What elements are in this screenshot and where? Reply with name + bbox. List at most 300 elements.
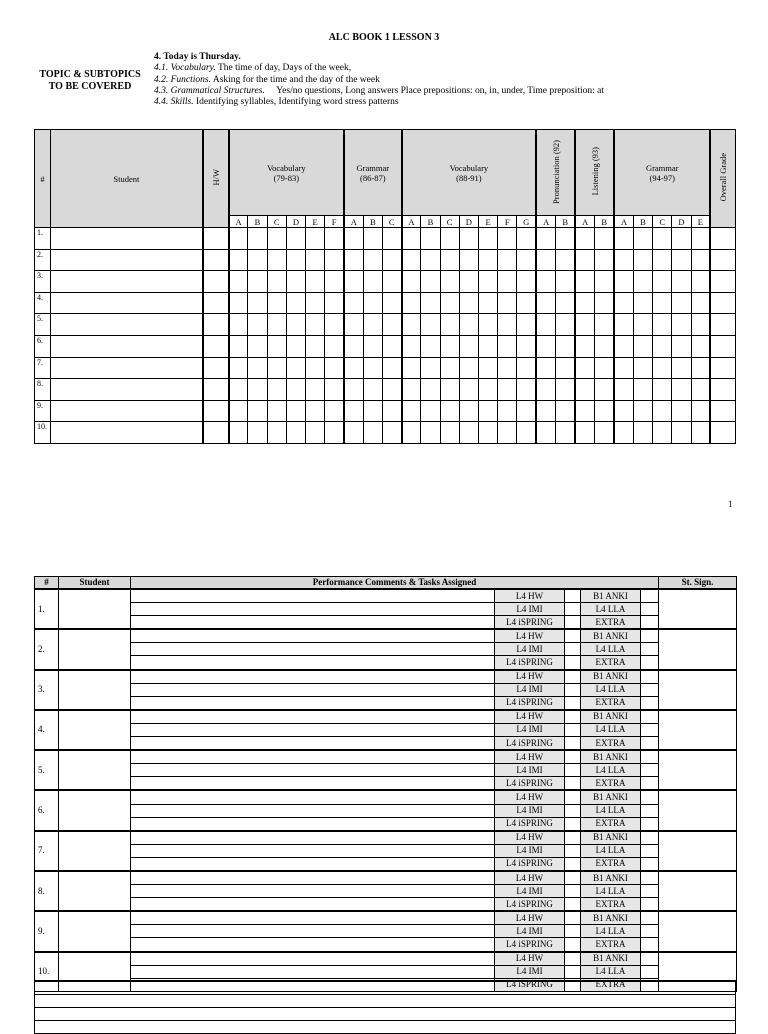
grade-cell[interactable] (691, 228, 710, 250)
grade-cell[interactable] (614, 357, 633, 379)
task-check-cell[interactable] (641, 764, 659, 777)
grade-cell[interactable] (653, 249, 672, 271)
task-check-cell[interactable] (565, 790, 581, 804)
grade-cell[interactable] (614, 228, 633, 250)
student-sign-cell[interactable] (659, 589, 737, 629)
grade-cell[interactable] (614, 335, 633, 357)
grade-cell[interactable] (672, 271, 691, 293)
grade-cell[interactable] (614, 400, 633, 422)
task-check-cell[interactable] (641, 656, 659, 670)
student-sign-cell[interactable] (659, 750, 737, 790)
task-check-cell[interactable] (641, 817, 659, 831)
grade-cell[interactable] (248, 228, 267, 250)
grade-cell[interactable] (614, 292, 633, 314)
grade-cell[interactable] (229, 292, 248, 314)
grade-cell[interactable] (517, 314, 536, 336)
grade-cell[interactable] (382, 335, 401, 357)
grade-cell[interactable] (691, 271, 710, 293)
grade-cell[interactable] (575, 271, 595, 293)
grade-cell[interactable] (478, 228, 497, 250)
notes-line[interactable] (34, 1008, 736, 1021)
task-check-cell[interactable] (641, 723, 659, 736)
task-check-cell[interactable] (565, 777, 581, 791)
task-check-cell[interactable] (641, 831, 659, 845)
comment-line[interactable] (131, 790, 495, 804)
grade-cell[interactable] (556, 314, 576, 336)
grade-cell[interactable] (595, 400, 615, 422)
grade-cell[interactable] (440, 314, 459, 336)
comment-line[interactable] (131, 938, 495, 952)
grade-cell[interactable] (402, 357, 421, 379)
perf-student-cell[interactable] (59, 911, 131, 951)
grade-cell[interactable] (325, 335, 344, 357)
grade-cell[interactable] (633, 228, 652, 250)
grade-cell[interactable] (306, 228, 325, 250)
grade-cell[interactable] (248, 292, 267, 314)
task-check-cell[interactable] (641, 670, 659, 684)
grade-cell[interactable] (267, 422, 286, 444)
grade-cell[interactable] (440, 228, 459, 250)
grade-cell[interactable] (478, 271, 497, 293)
grade-cell[interactable] (517, 292, 536, 314)
grade-cell[interactable] (498, 379, 517, 401)
task-check-cell[interactable] (641, 804, 659, 817)
grade-cell[interactable] (402, 422, 421, 444)
grade-cell[interactable] (498, 400, 517, 422)
grade-cell[interactable] (306, 335, 325, 357)
grade-cell[interactable] (440, 249, 459, 271)
grade-cell[interactable] (556, 335, 576, 357)
overall-grade-cell[interactable] (710, 357, 735, 379)
grade-cell[interactable] (691, 335, 710, 357)
perf-student-cell[interactable] (59, 670, 131, 710)
grade-cell[interactable] (229, 400, 248, 422)
grade-cell[interactable] (672, 314, 691, 336)
grade-cell[interactable] (498, 335, 517, 357)
grade-cell[interactable] (267, 379, 286, 401)
task-check-cell[interactable] (641, 790, 659, 804)
grade-cell[interactable] (556, 379, 576, 401)
grade-cell[interactable] (402, 314, 421, 336)
grade-cell[interactable] (672, 292, 691, 314)
grade-cell[interactable] (286, 357, 305, 379)
comment-line[interactable] (131, 885, 495, 898)
grade-cell[interactable] (344, 271, 363, 293)
task-check-cell[interactable] (641, 952, 659, 966)
grade-cell[interactable] (595, 357, 615, 379)
grade-cell[interactable] (498, 249, 517, 271)
grade-cell[interactable] (517, 379, 536, 401)
task-check-cell[interactable] (565, 643, 581, 656)
grade-cell[interactable] (382, 314, 401, 336)
grade-cell[interactable] (229, 314, 248, 336)
grade-cell[interactable] (691, 314, 710, 336)
grade-cell[interactable] (459, 292, 478, 314)
grade-cell[interactable] (363, 335, 382, 357)
grade-cell[interactable] (421, 271, 440, 293)
grade-cell[interactable] (672, 357, 691, 379)
grade-cell[interactable] (595, 228, 615, 250)
grade-cell[interactable] (363, 400, 382, 422)
grade-cell[interactable] (421, 292, 440, 314)
student-sign-cell[interactable] (659, 710, 737, 750)
grade-cell[interactable] (421, 228, 440, 250)
overall-grade-cell[interactable] (710, 228, 735, 250)
comment-line[interactable] (131, 750, 495, 764)
grade-cell[interactable] (633, 292, 652, 314)
task-check-cell[interactable] (641, 629, 659, 643)
grade-cell[interactable] (421, 335, 440, 357)
grade-cell[interactable] (267, 400, 286, 422)
task-check-cell[interactable] (565, 871, 581, 885)
comment-line[interactable] (131, 965, 495, 978)
grade-cell[interactable] (286, 228, 305, 250)
task-check-cell[interactable] (565, 629, 581, 643)
grade-cell[interactable] (653, 400, 672, 422)
grade-cell[interactable] (248, 422, 267, 444)
grade-cell[interactable] (653, 271, 672, 293)
grade-cell[interactable] (459, 249, 478, 271)
grade-cell[interactable] (633, 314, 652, 336)
overall-grade-cell[interactable] (710, 422, 735, 444)
grade-cell[interactable] (382, 400, 401, 422)
grade-cell[interactable] (536, 228, 556, 250)
student-name-cell[interactable] (51, 335, 203, 357)
hw-cell[interactable] (203, 422, 229, 444)
grade-cell[interactable] (267, 228, 286, 250)
grade-cell[interactable] (267, 357, 286, 379)
task-check-cell[interactable] (641, 643, 659, 656)
task-check-cell[interactable] (565, 723, 581, 736)
grade-cell[interactable] (498, 422, 517, 444)
grade-cell[interactable] (459, 335, 478, 357)
comment-line[interactable] (131, 925, 495, 938)
grade-cell[interactable] (672, 379, 691, 401)
task-check-cell[interactable] (565, 737, 581, 751)
grade-cell[interactable] (363, 292, 382, 314)
grade-cell[interactable] (248, 379, 267, 401)
grade-cell[interactable] (440, 271, 459, 293)
task-check-cell[interactable] (641, 616, 659, 630)
grade-cell[interactable] (595, 314, 615, 336)
grade-cell[interactable] (478, 422, 497, 444)
grade-cell[interactable] (691, 422, 710, 444)
hw-cell[interactable] (203, 335, 229, 357)
grade-cell[interactable] (498, 357, 517, 379)
student-sign-cell[interactable] (659, 629, 737, 669)
comment-line[interactable] (131, 831, 495, 845)
grade-cell[interactable] (325, 292, 344, 314)
comment-line[interactable] (131, 603, 495, 616)
grade-cell[interactable] (421, 249, 440, 271)
grade-cell[interactable] (517, 422, 536, 444)
grade-cell[interactable] (382, 422, 401, 444)
grade-cell[interactable] (672, 228, 691, 250)
grade-cell[interactable] (614, 422, 633, 444)
grade-cell[interactable] (536, 314, 556, 336)
grade-cell[interactable] (517, 400, 536, 422)
task-check-cell[interactable] (565, 965, 581, 978)
grade-cell[interactable] (459, 271, 478, 293)
task-check-cell[interactable] (641, 696, 659, 710)
grade-cell[interactable] (325, 422, 344, 444)
grade-cell[interactable] (672, 249, 691, 271)
grade-cell[interactable] (653, 357, 672, 379)
grade-cell[interactable] (344, 400, 363, 422)
student-name-cell[interactable] (51, 249, 203, 271)
grade-cell[interactable] (267, 335, 286, 357)
grade-cell[interactable] (286, 335, 305, 357)
grade-cell[interactable] (672, 400, 691, 422)
grade-cell[interactable] (421, 379, 440, 401)
grade-cell[interactable] (267, 271, 286, 293)
task-check-cell[interactable] (565, 804, 581, 817)
grade-cell[interactable] (556, 249, 576, 271)
task-check-cell[interactable] (565, 656, 581, 670)
task-check-cell[interactable] (641, 911, 659, 925)
grade-cell[interactable] (595, 271, 615, 293)
task-check-cell[interactable] (641, 965, 659, 978)
grade-cell[interactable] (633, 357, 652, 379)
student-name-cell[interactable] (51, 228, 203, 250)
task-check-cell[interactable] (565, 683, 581, 696)
grade-cell[interactable] (653, 422, 672, 444)
student-name-cell[interactable] (51, 271, 203, 293)
overall-grade-cell[interactable] (710, 249, 735, 271)
grade-cell[interactable] (575, 379, 595, 401)
notes-line[interactable] (34, 995, 736, 1008)
grade-cell[interactable] (672, 335, 691, 357)
grade-cell[interactable] (344, 314, 363, 336)
grade-cell[interactable] (325, 314, 344, 336)
student-name-cell[interactable] (51, 292, 203, 314)
grade-cell[interactable] (556, 228, 576, 250)
task-check-cell[interactable] (641, 737, 659, 751)
student-sign-cell[interactable] (659, 790, 737, 830)
grade-cell[interactable] (691, 357, 710, 379)
perf-student-cell[interactable] (59, 871, 131, 911)
grade-cell[interactable] (402, 335, 421, 357)
grade-cell[interactable] (286, 379, 305, 401)
task-check-cell[interactable] (565, 696, 581, 710)
grade-cell[interactable] (286, 314, 305, 336)
grade-cell[interactable] (402, 379, 421, 401)
grade-cell[interactable] (421, 357, 440, 379)
perf-student-cell[interactable] (59, 710, 131, 750)
overall-grade-cell[interactable] (710, 292, 735, 314)
task-check-cell[interactable] (641, 857, 659, 871)
grade-cell[interactable] (325, 400, 344, 422)
grade-cell[interactable] (691, 249, 710, 271)
grade-cell[interactable] (440, 422, 459, 444)
grade-cell[interactable] (478, 292, 497, 314)
task-check-cell[interactable] (641, 925, 659, 938)
grade-cell[interactable] (363, 271, 382, 293)
grade-cell[interactable] (595, 292, 615, 314)
grade-cell[interactable] (382, 271, 401, 293)
grade-cell[interactable] (614, 249, 633, 271)
comment-line[interactable] (131, 777, 495, 791)
hw-cell[interactable] (203, 228, 229, 250)
grade-cell[interactable] (421, 400, 440, 422)
task-check-cell[interactable] (565, 857, 581, 871)
grade-cell[interactable] (306, 249, 325, 271)
comment-line[interactable] (131, 683, 495, 696)
hw-cell[interactable] (203, 271, 229, 293)
grade-cell[interactable] (363, 228, 382, 250)
comment-line[interactable] (131, 710, 495, 724)
task-check-cell[interactable] (565, 938, 581, 952)
task-check-cell[interactable] (641, 589, 659, 603)
grade-cell[interactable] (286, 292, 305, 314)
grade-cell[interactable] (344, 357, 363, 379)
grade-cell[interactable] (478, 335, 497, 357)
comment-line[interactable] (131, 871, 495, 885)
grade-cell[interactable] (306, 271, 325, 293)
task-check-cell[interactable] (565, 831, 581, 845)
task-check-cell[interactable] (565, 844, 581, 857)
grade-cell[interactable] (691, 292, 710, 314)
grade-cell[interactable] (575, 422, 595, 444)
task-check-cell[interactable] (565, 817, 581, 831)
grade-cell[interactable] (498, 292, 517, 314)
grade-cell[interactable] (536, 379, 556, 401)
grade-cell[interactable] (517, 249, 536, 271)
task-check-cell[interactable] (565, 710, 581, 724)
student-name-cell[interactable] (51, 379, 203, 401)
grade-cell[interactable] (267, 314, 286, 336)
grade-cell[interactable] (229, 422, 248, 444)
grade-cell[interactable] (536, 292, 556, 314)
grade-cell[interactable] (421, 314, 440, 336)
grade-cell[interactable] (575, 314, 595, 336)
grade-cell[interactable] (478, 379, 497, 401)
student-sign-cell[interactable] (659, 831, 737, 871)
grade-cell[interactable] (575, 228, 595, 250)
grade-cell[interactable] (653, 228, 672, 250)
overall-grade-cell[interactable] (710, 379, 735, 401)
grade-cell[interactable] (286, 271, 305, 293)
comment-line[interactable] (131, 857, 495, 871)
grade-cell[interactable] (344, 422, 363, 444)
comment-line[interactable] (131, 723, 495, 736)
comment-line[interactable] (131, 911, 495, 925)
overall-grade-cell[interactable] (710, 335, 735, 357)
task-check-cell[interactable] (565, 764, 581, 777)
grade-cell[interactable] (556, 422, 576, 444)
grade-cell[interactable] (344, 228, 363, 250)
grade-cell[interactable] (382, 292, 401, 314)
grade-cell[interactable] (402, 400, 421, 422)
grade-cell[interactable] (459, 379, 478, 401)
grade-cell[interactable] (556, 357, 576, 379)
grade-cell[interactable] (556, 292, 576, 314)
grade-cell[interactable] (595, 249, 615, 271)
comment-line[interactable] (131, 589, 495, 603)
student-name-cell[interactable] (51, 314, 203, 336)
student-sign-cell[interactable] (659, 911, 737, 951)
grade-cell[interactable] (363, 314, 382, 336)
task-check-cell[interactable] (641, 710, 659, 724)
perf-student-cell[interactable] (59, 629, 131, 669)
grade-cell[interactable] (440, 379, 459, 401)
grade-cell[interactable] (653, 314, 672, 336)
comment-line[interactable] (131, 844, 495, 857)
comment-line[interactable] (131, 898, 495, 912)
grade-cell[interactable] (344, 249, 363, 271)
hw-cell[interactable] (203, 314, 229, 336)
grade-cell[interactable] (306, 292, 325, 314)
grade-cell[interactable] (306, 314, 325, 336)
hw-cell[interactable] (203, 379, 229, 401)
grade-cell[interactable] (614, 271, 633, 293)
perf-student-cell[interactable] (59, 831, 131, 871)
grade-cell[interactable] (575, 400, 595, 422)
grade-cell[interactable] (478, 400, 497, 422)
grade-cell[interactable] (421, 422, 440, 444)
grade-cell[interactable] (653, 335, 672, 357)
grade-cell[interactable] (344, 335, 363, 357)
grade-cell[interactable] (229, 335, 248, 357)
comment-line[interactable] (131, 656, 495, 670)
grade-cell[interactable] (306, 422, 325, 444)
grade-cell[interactable] (575, 292, 595, 314)
grade-cell[interactable] (459, 400, 478, 422)
task-check-cell[interactable] (641, 683, 659, 696)
grade-cell[interactable] (478, 314, 497, 336)
grade-cell[interactable] (267, 249, 286, 271)
task-check-cell[interactable] (565, 925, 581, 938)
grade-cell[interactable] (363, 249, 382, 271)
grade-cell[interactable] (267, 292, 286, 314)
task-check-cell[interactable] (565, 589, 581, 603)
grade-cell[interactable] (653, 379, 672, 401)
student-name-cell[interactable] (51, 400, 203, 422)
grade-cell[interactable] (633, 271, 652, 293)
overall-grade-cell[interactable] (710, 400, 735, 422)
grade-cell[interactable] (363, 379, 382, 401)
perf-student-cell[interactable] (59, 790, 131, 830)
comment-line[interactable] (131, 696, 495, 710)
hw-cell[interactable] (203, 357, 229, 379)
task-check-cell[interactable] (565, 952, 581, 966)
student-name-cell[interactable] (51, 422, 203, 444)
grade-cell[interactable] (536, 357, 556, 379)
grade-cell[interactable] (498, 271, 517, 293)
grade-cell[interactable] (459, 357, 478, 379)
comment-line[interactable] (131, 737, 495, 751)
grade-cell[interactable] (440, 400, 459, 422)
notes-line[interactable] (34, 980, 736, 995)
grade-cell[interactable] (478, 357, 497, 379)
task-check-cell[interactable] (565, 603, 581, 616)
comment-line[interactable] (131, 616, 495, 630)
grade-cell[interactable] (459, 228, 478, 250)
grade-cell[interactable] (575, 335, 595, 357)
grade-cell[interactable] (382, 249, 401, 271)
notes-line[interactable] (34, 1021, 736, 1034)
grade-cell[interactable] (248, 335, 267, 357)
grade-cell[interactable] (248, 271, 267, 293)
grade-cell[interactable] (536, 249, 556, 271)
grade-cell[interactable] (382, 357, 401, 379)
grade-cell[interactable] (306, 400, 325, 422)
grade-cell[interactable] (691, 379, 710, 401)
comment-line[interactable] (131, 817, 495, 831)
grade-cell[interactable] (633, 379, 652, 401)
task-check-cell[interactable] (641, 750, 659, 764)
comment-line[interactable] (131, 643, 495, 656)
